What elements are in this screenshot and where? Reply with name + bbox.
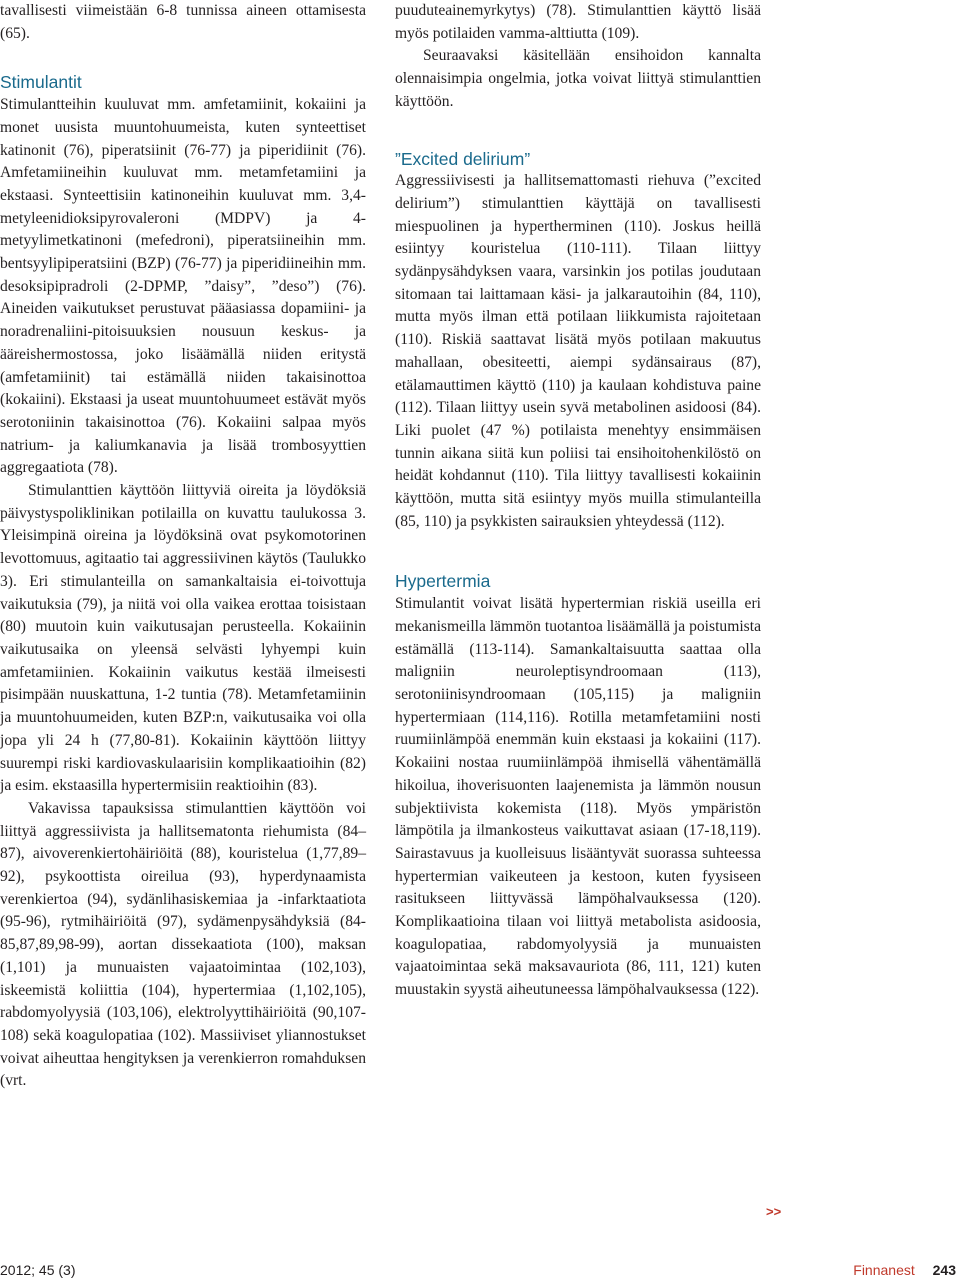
page-number: 243 bbox=[932, 1262, 956, 1278]
left-column bbox=[0, 0, 366, 1093]
footer-issue: 2012; 45 (3) bbox=[0, 1262, 76, 1278]
footer-right bbox=[853, 1262, 956, 1278]
stimulantit-paragraph-3: Vakavissa tapauksissa stimulanttien käyttöön voi liittyä aggressiivista ja hallitsematonta riehumista (84–87), aivoverenkiertohäiriöitä (88), kouristelua (1,77,89–92), psykoottista oireilua (93), hyperdynaamista verenkiertoa (94), sydänlihasiskemiaa ja -infarktaatiota (95-96), rytmihäiriöitä (97), sydämenpysähdyksiä (84-85,87,89,98-99), aortan dissekaatiota (100), maksan (1,101) ja munuaisten vajaatoimintaa (102,103), iskeemistä koliittia (104), hypertermiaa (1,102,105), rabdomyolyysiä (103,106), elektrolyyttihäiriöitä (90,107-108) sekä koagulopatiaa (102). Massiiviset yliannostukset voivat aiheuttaa hengityksen ja verenkierron romahduksen (vrt. bbox=[0, 799, 366, 1090]
left-intro-paragraph: tavallisesti viimeistään 6-8 tunnissa aineen ottamisesta (65). bbox=[0, 2, 366, 42]
right-column bbox=[395, 0, 761, 1002]
heading-stimulantit: Stimulantit bbox=[0, 72, 82, 93]
excited-delirium-paragraph: Aggressiivisesti ja hallitsemattomasti riehuva (”excited delirium”) stimulanttien käyttäjä on tavallisesti miespuolinen ja hypertherminen (110). Joskus heillä esiintyy kouristelua (110-111). Tilaan liittyy sydänpysähdyksen vaara, varsinkin jos potilas joudutaan sitomaan tai laittamaan käsi- ja jalkarautoihin (84, 110), mutta myös ilman että potilaan liikkumista rajoitetaan (110). Riskiä saattavat lisätä myös potilaan makuutus mahallaan, obesiteetti, aiempi sydänsairaus (87), etälamauttimen käyttö (110) ja kaulaan kohdistuva paine (112). Tilaan liittyy usein syvä metabolinen asidoosi (84). Liki puolet (47 %) potilaista menehtyy ensimmäisen tunnin aikana siitä kun poliisi tai ensihoitohenkilöstö on heidät kohdannut (110). Tila liittyy tavallisesti kokaiinin käyttöön, mutta sitä esiintyy myös muilla stimulanteilla (85, 110) ja psykkisten sairauksien yhteydessä (112). bbox=[395, 172, 761, 530]
heading-excited-delirium: ”Excited delirium” bbox=[395, 148, 531, 169]
transition-paragraph: Seuraavaksi käsitellään ensihoidon kannalta olennaisimpia ongelmia, jotka voivat liittyä stimulanttien käyttöön. bbox=[395, 47, 761, 110]
stimulantit-paragraph-1: Stimulantteihin kuuluvat mm. amfetamiinit, kokaiini ja monet uusista muuntohuumeista, kuten synteettiset katinonit (76), piperatsiinit (76-77) ja piperidiinit (76). Amfetamiineihin kuuluvat mm. metamfetamiini ja ekstaasi. Synteettisiin katinoneihin kuuluvat mm. 3,4-metyleenidioksipyrovaleroni (MDPV) ja 4-metyylimetkatinoni (mefedroni), piperatsiineihin mm. bentsyylipiperatsiini (BZP) (76-77) ja piperidiineihin mm. desoksipipradroli (2-DPMP, ”daisy”, ”deso”) (76). Aineiden vaikutukset perustuvat pääasiassa dopamiini- ja noradrenaliini-pitoisuuksien nousuun keskus- ja ääreishermostossa, joko lisäämällä niiden eritystä (amfetamiinit) tai estämällä niiden takaisinottoa (kokaiini). Ekstaasi ja useat muuntohuumeet estävät myös serotoniinin takaisinottoa (76). Kokaiini salpaa myös natrium- ja kaliumkanavia ja lisää trombosyyttien aggregaatiota (78). bbox=[0, 96, 366, 477]
right-intro-paragraph: puuduteainemyrkytys) (78). Stimulanttien käyttö lisää myös potilaiden vamma-alttiutta (109). bbox=[395, 2, 761, 42]
stimulantit-paragraph-2: Stimulanttien käyttöön liittyviä oireita ja löydöksiä päivystyspoliklinikan potilailla on kuvattu taulukossa 3. Yleisimpinä oireina ja löydöksinä ovat psykomotorinen levottomuus, agitaatio tai aggressiivinen käytös (Taulukko 3). Eri stimulanteilla on samankaltaisia ei-toivottuja vaikutuksia (79), ja niitä voi olla vaikea erottaa toisistaan (80) muutoin kuin vaikutusajan perusteella. Kokaiinin vaikutusaika on yleensä selvästi lyhyempi kuin amfetamiinien. Kokaiinin vaikutus kestää ilmeisesti pisimpään nuuskattuna, 1-2 tuntia (78). Metamfetamiinin ja muuntohuumeiden, kuten BZP:n, vaikutusaika voi olla jopa yli 24 h (77,80-81). Kokaiinin käyttöön liittyy suurempi riski kardiovaskulaarisiin komplikaatioihin (82) ja esim. ekstaasilla hypertermisiin reaktioihin (83). bbox=[0, 482, 366, 795]
heading-hypertermia: Hypertermia bbox=[395, 571, 491, 592]
hypertermia-paragraph: Stimulantit voivat lisätä hypertermian riskiä useilla eri mekanismeilla lämmön tuotantoa lisäämällä ja poistumista estämällä (113-114). Samankaltaisuutta saattaa olla maligniin neuroleptisyndroomaan (113), serotoniinisyndroomaan (105,115) ja maligniin hypertermiaan (114,116). Rotilla metamfetamiini nosti ruumiinlämpöä enemmän kuin ekstaasi ja kokaiini (117). Kokaiini nostaa ruumiinlämpöä ihmisellä vähentämällä hikoilua, ihoverisuonten laajenemista ja lämmön nousun subjektiivista kokemista (118). Myös ympäristön lämpötila ja ilmankosteus vaikuttavat asiaan (17-18,119). Sairastavuus ja kuolleisuus lisääntyvät suorassa suhteessa hypertermian vaikeuteen ja kestoon, kuten fyysiseen rasitukseen liittyvässä lämpöhalvauksessa (120). Komplikaatioina tilaan voi liittyä metabolista asidoosia, koagulopatiaa, rabdomyolyysiä ja munuaisten vajaatoimintaa sekä maksavauriota (86, 111, 121) kuten muustakin syystä aiheutuneessa lämpöhalvauksessa (122). bbox=[395, 595, 761, 999]
continue-marker: >> bbox=[766, 1204, 782, 1219]
footer-brand: Finnanest bbox=[853, 1262, 915, 1278]
